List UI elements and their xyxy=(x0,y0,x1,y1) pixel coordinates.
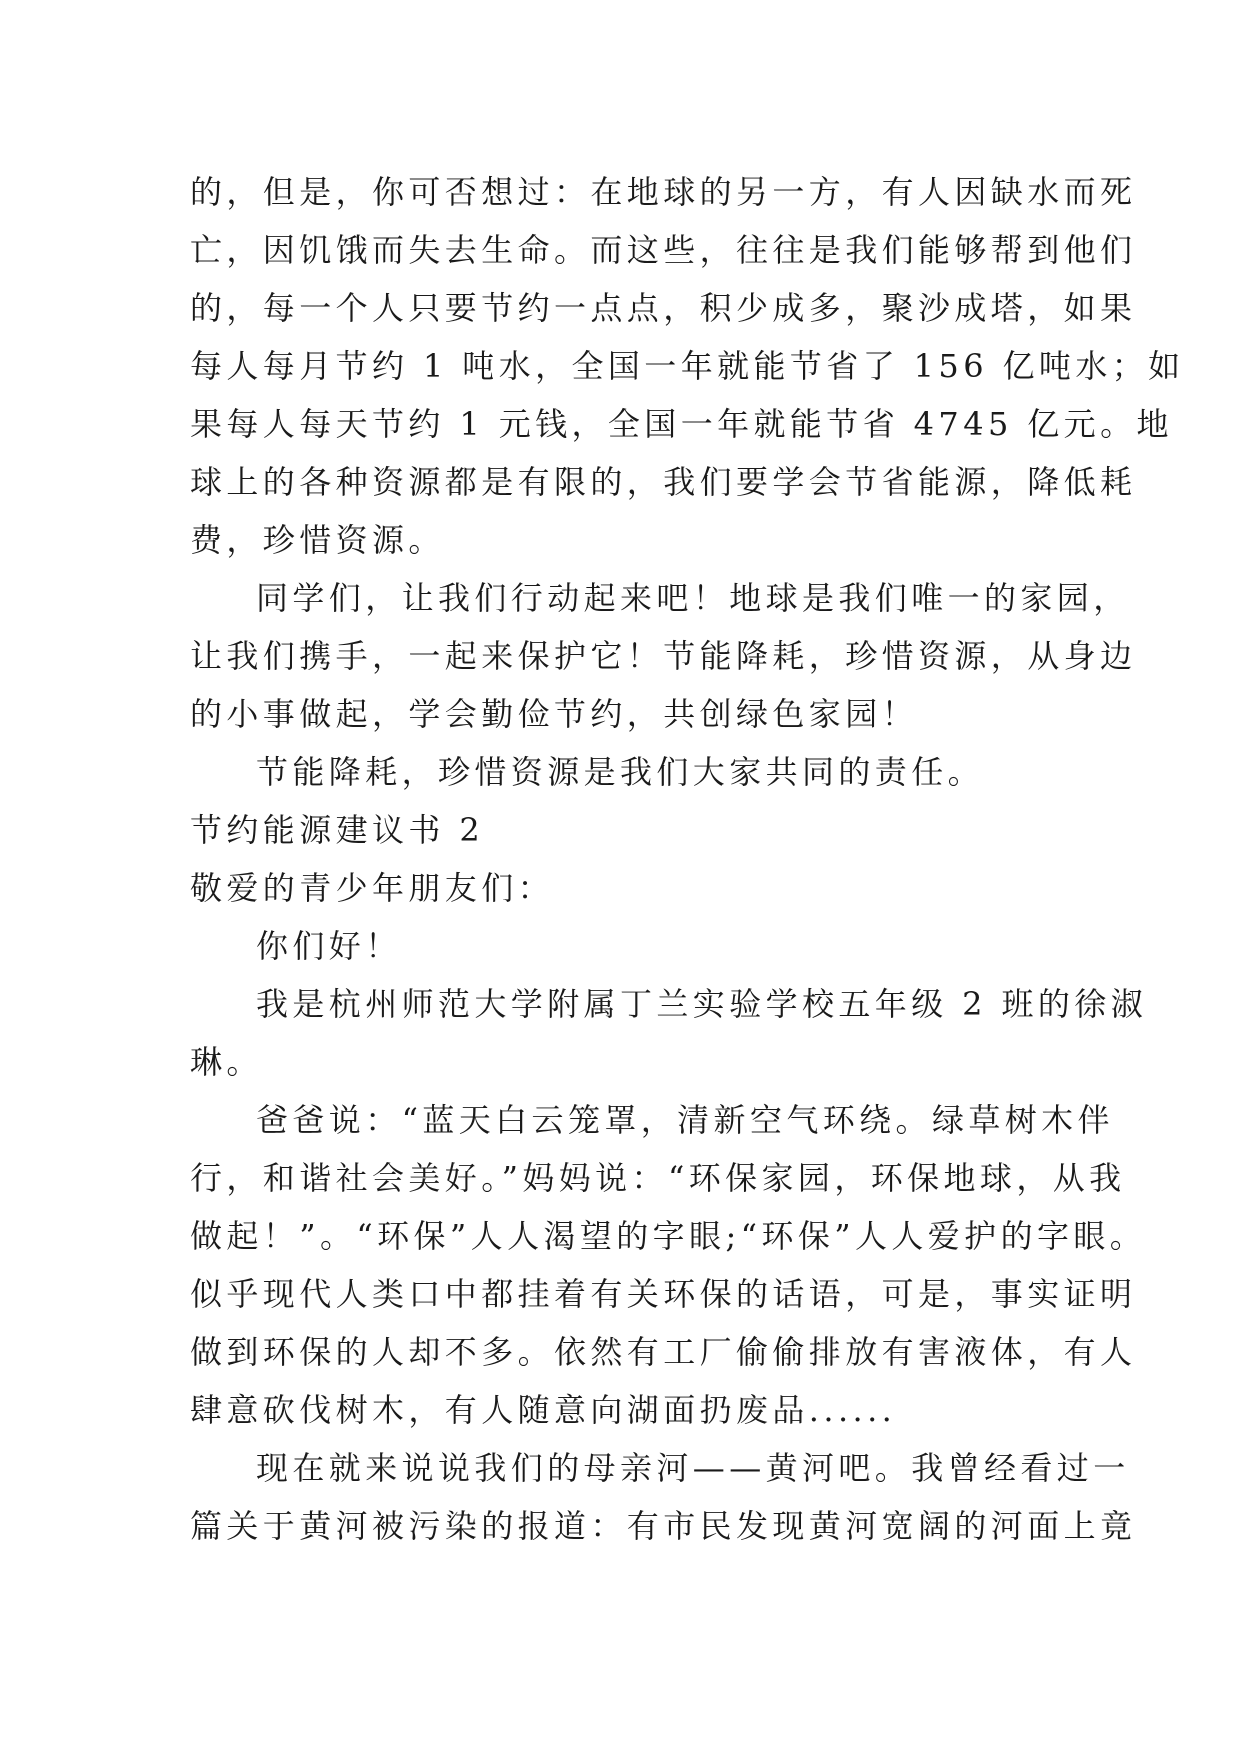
paragraph-line: 让我们携手，一起来保护它！节能降耗，珍惜资源，从身边 xyxy=(190,637,1137,675)
paragraph-line: 的，但是，你可否想过：在地球的另一方，有人因缺水而死 xyxy=(190,173,1137,211)
paragraph-line: 节能降耗，珍惜资源是我们大家共同的责任。 xyxy=(256,753,985,791)
paragraph-line: 我是杭州师范大学附属丁兰实验学校五年级 2 班的徐淑 xyxy=(256,985,1148,1023)
paragraph-line: 亡，因饥饿而失去生命。而这些，往往是我们能够帮到他们 xyxy=(190,231,1137,269)
paragraph-line: 篇关于黄河被污染的报道：有市民发现黄河宽阔的河面上竟 xyxy=(190,1507,1137,1545)
section-title: 节约能源建议书 2 xyxy=(190,811,485,849)
paragraph-line: 做起！”。“环保”人人渴望的字眼;“环保”人人爱护的字眼。 xyxy=(190,1217,1147,1255)
paragraph-line: 似乎现代人类口中都挂着有关环保的话语，可是，事实证明 xyxy=(190,1275,1137,1313)
paragraph-line: 做到环保的人却不多。依然有工厂偷偷排放有害液体，有人 xyxy=(190,1333,1137,1371)
paragraph-line: 费，珍惜资源。 xyxy=(190,521,445,559)
paragraph-line: 爸爸说：“蓝天白云笼罩，清新空气环绕。绿草树木伴 xyxy=(256,1101,1114,1139)
document-page xyxy=(190,163,1185,1555)
paragraph-line: 行，和谐社会美好。”妈妈说：“环保家园，环保地球，从我 xyxy=(190,1159,1126,1197)
paragraph-line: 同学们，让我们行动起来吧！地球是我们唯一的家园， xyxy=(256,579,1130,617)
paragraph-line: 琳。 xyxy=(190,1043,263,1081)
salutation: 敬爱的青少年朋友们： xyxy=(190,869,555,907)
paragraph-line: 果每人每天节约 1 元钱，全国一年就能节省 4745 亿元。地 xyxy=(190,405,1173,443)
paragraph-line: 球上的各种资源都是有限的，我们要学会节省能源，降低耗 xyxy=(190,463,1137,501)
paragraph-line: 的小事做起，学会勤俭节约，共创绿色家园！ xyxy=(190,695,919,733)
paragraph-line: 现在就来说说我们的母亲河——黄河吧。我曾经看过一 xyxy=(256,1449,1130,1487)
paragraph-line: 的，每一个人只要节约一点点，积少成多，聚沙成塔，如果 xyxy=(190,289,1137,327)
paragraph-line: 每人每月节约 1 吨水，全国一年就能节省了 156 亿吨水；如 xyxy=(190,347,1185,385)
paragraph-line: 肆意砍伐树木，有人随意向湖面扔废品...... xyxy=(190,1391,897,1429)
greeting: 你们好！ xyxy=(256,927,402,965)
